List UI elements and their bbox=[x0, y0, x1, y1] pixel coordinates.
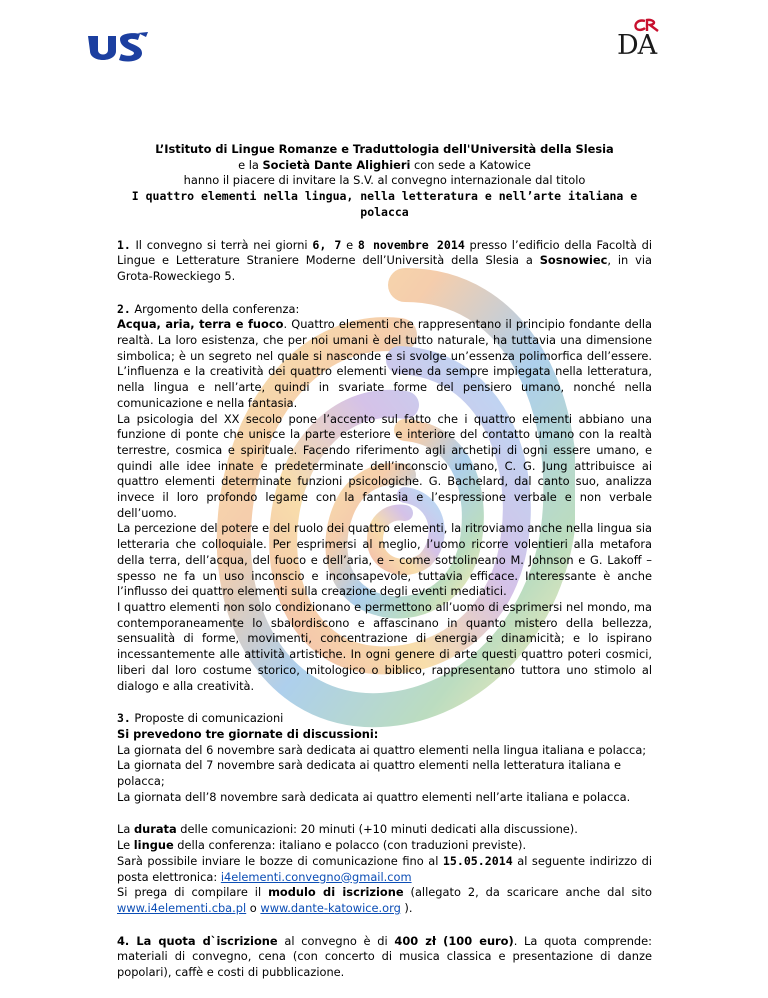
header-line-3: hanno il piacere di invitare la S.V. al convegno internazionale dal titolo bbox=[183, 173, 586, 188]
duration-line: La durata delle comunicazioni: 20 minuti (+10 minuti dedicati alla discussione). bbox=[117, 822, 578, 837]
section-2-paragraph-3: La percezione del potere e del ruolo dei quattro elementi, la ritroviamo anche nella lingua sia letteraria che colloquiale. Per esprimersi al meglio, l’uomo ricorre volentieri alla metafora della terra, dell’acqua, del fuoco e dell’aria, e – come sottolineano M. Johnson e G. Lakoff – spesso ne fa un uso inconscio e inconsapevole, tuttavia efficace. Interessante è anche l’influsso dei quattro elementi sulla creazione degli eventi mediatici. bbox=[117, 521, 652, 599]
header-line-1: L’Istituto di Lingue Romanze e Traduttologia dell'Università della Slesia bbox=[155, 142, 614, 156]
section-2-paragraph-2: La psicologia del XX secolo pone l’accento sul fatto che i quattro elementi abbiano una funzione di ponte che unisce la parte esteriore e interiore del contatto umano con la realtà terrestre, cosmica e spirituale. Facendo riferimento agli archetipi di ogni essere umano, e quindi alle idee innate e predeterminate dell’inconscio umano, C. G. Jung attribuisce ai quattro elementi determinate funzioni psicologiche. G. Bachelard, dal canto suo, analizza invece il loro profondo legame con la fantasia e l’espressione verbale e non verbale dell’uomo. bbox=[117, 411, 652, 520]
day-1: La giornata del 6 novembre sarà dedicata ai quattro elementi nella lingua italiana e polacca; bbox=[117, 742, 647, 757]
section-2-heading: 2. Argomento della conferenza: bbox=[117, 301, 300, 316]
registration-form-line: Si prega di compilare il modulo di iscrizione (allegato 2, da scaricare anche dal sito www.i4elementi.cba.pl o www.dante-katowice.org ). bbox=[117, 885, 652, 915]
fee-heading: 4. La quota d`iscrizione bbox=[117, 933, 278, 948]
document-body bbox=[117, 142, 652, 998]
day-3: La giornata dell’8 novembre sarà dedicata ai quattro elementi nell’arte italiana e polacca. bbox=[117, 789, 631, 804]
section-4-fee: 4. La quota d`iscrizione al convegno è di 400 zł (100 euro). La quota comprende: materiali di convegno, cena (con concerto di musica classica e presentazione di danze popolari), caffè e costi di pubblicazione. bbox=[117, 933, 652, 980]
languages-line: Le lingue della conferenza: italiano e polacco (con traduzioni previste). bbox=[117, 838, 527, 853]
section-3-details bbox=[117, 822, 652, 916]
fee-amount: 400 zł (100 euro) bbox=[394, 933, 514, 948]
invitation-header bbox=[117, 142, 652, 221]
website-link-dante-katowice[interactable]: www.dante-katowice.org bbox=[260, 900, 401, 915]
section-2-paragraph-1: Acqua, aria, terra e fuoco. Quattro elementi che rappresentano il principio fondante della realtà. La loro esistenza, che per noi umani è del tutto naturale, ha tuttavia una dimensione simbolica; è un segreto nel quale si nasconde e si svolge un’essenza polimorfica dell’essere. L’influenza e la creatività dei quattro elementi viene da sempre impiegata nella letteratura, nella lingua e nell’arte, quindi in svariate forme del pensiero umano, nonché nella comunicazione e nella fantasia. bbox=[117, 317, 653, 410]
section-1-dates-venue: 1. Il convegno si terrà nei giorni 6, 7 e 8 novembre 2014 presso l’edificio della Facoltà di Lingue e Letterature Straniere Moderne dell’Università della Slesia a Sosnowiec, in via Grota-Roweckiego 5. bbox=[117, 237, 653, 283]
section-3-proposals bbox=[117, 711, 652, 805]
website-link-i4elementi[interactable]: www.i4elementi.cba.pl bbox=[117, 900, 247, 915]
header-line-2: e la Società Dante Alighieri con sede a Katowice bbox=[238, 157, 531, 172]
section-3-subheading: Si prevedono tre giornate di discussioni: bbox=[117, 726, 379, 741]
section-2-paragraph-4: I quattro elementi non solo condizionano e permettono all’uomo di esprimersi nel mondo, ma contemporaneamente lo sbalordiscono e affascinano in quanto mistero della bellezza, sensualità di forme, movimenti, concentrazione di energia e dinamicità; e lo ispirano incessantemente alle attività artistiche. In ogni genere di arte questi quattro poteri cosmici, liberi dal loro costume storico, mitologico o biblico, rappresentano tuttora uno stimolo al dialogo e alla creatività. bbox=[117, 599, 652, 693]
submission-line: Sarà possibile inviare le bozze di comunicazione fino al 15.05.2014 al seguente indirizzo di posta elettronica: i4elementi.convegno@gmail.com bbox=[117, 853, 652, 884]
email-link[interactable]: i4elementi.convegno@gmail.com bbox=[220, 869, 412, 884]
conference-title: I quattro elementi nella lingua, nella letteratura e nell’arte italiana e polacca bbox=[131, 189, 638, 219]
day-2: La giornata del 7 novembre sarà dedicata ai quattro elementi nella letteratura italiana e polacca; bbox=[117, 758, 621, 789]
dante-alighieri-logo bbox=[617, 18, 677, 60]
section-2-topic bbox=[117, 302, 652, 695]
section-3-heading: 3. Proposte di comunicazioni bbox=[117, 711, 284, 726]
dante-logo-text: DA bbox=[617, 30, 657, 61]
university-of-silesia-logo bbox=[86, 30, 150, 64]
